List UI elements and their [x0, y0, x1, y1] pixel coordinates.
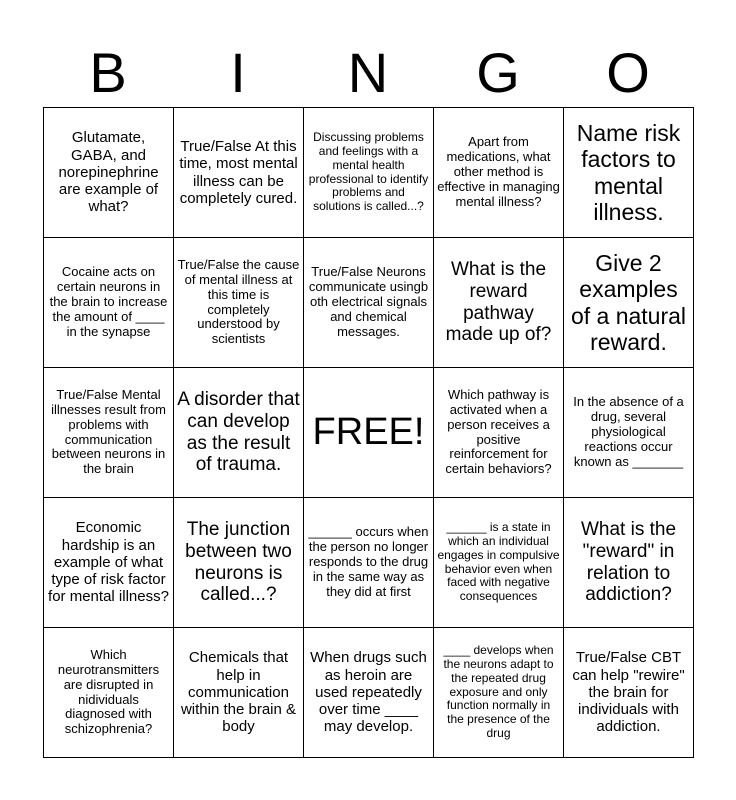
bingo-cell[interactable]: ____ develops when the neurons adapt to the repeated drug exposure and only function normally in the presence of the drug [434, 628, 564, 758]
grid-row [44, 628, 694, 758]
bingo-cell[interactable]: Glutamate, GABA, and norepinephrine are example of what? [44, 108, 174, 238]
bingo-cell[interactable]: ______ occurs when the person no longer responds to the drug in the same way as they did at first [304, 498, 434, 628]
bingo-cell[interactable]: In the absence of a drug, several physiological reactions occur known as _______ [564, 368, 694, 498]
bingo-cell[interactable]: Cocaine acts on certain neurons in the brain to increase the amount of ____ in the synapse [44, 238, 174, 368]
bingo-cell[interactable]: True/False At this time, most mental illness can be completely cured. [174, 108, 304, 238]
bingo-cell[interactable]: Give 2 examples of a natural reward. [564, 238, 694, 368]
header-letter-n: N [347, 41, 389, 104]
grid-row [44, 108, 694, 238]
bingo-cell[interactable]: True/False the cause of mental illness at this time is completely understood by scientists [174, 238, 304, 368]
bingo-header [43, 40, 693, 106]
bingo-cell[interactable]: ______ is a state in which an individual engages in compulsive behavior even when faced with negative consequences [434, 498, 564, 628]
bingo-cell[interactable]: Name risk factors to mental illness. [564, 108, 694, 238]
header-letter-o: O [606, 41, 650, 104]
bingo-cell[interactable]: A disorder that can develop as the result of trauma. [174, 368, 304, 498]
bingo-cell[interactable]: What is the "reward" in relation to addiction? [564, 498, 694, 628]
bingo-cell[interactable]: Which pathway is activated when a person receives a positive reinforcement for certain behaviors? [434, 368, 564, 498]
bingo-cell[interactable]: True/False Neurons communicate usingb oth electrical signals and chemical messages. [304, 238, 434, 368]
bingo-cell[interactable]: When drugs such as heroin are used repeatedly over time ____ may develop. [304, 628, 434, 758]
bingo-cell[interactable]: Apart from medications, what other method is effective in managing mental illness? [434, 108, 564, 238]
grid-row [44, 238, 694, 368]
bingo-cell[interactable]: Chemicals that help in communication within the brain & body [174, 628, 304, 758]
bingo-cell[interactable]: What is the reward pathway made up of? [434, 238, 564, 368]
grid-row [44, 368, 694, 498]
header-letter-i: I [230, 41, 246, 104]
header-letter-g: G [476, 41, 520, 104]
header-letter-b: B [89, 41, 127, 104]
bingo-cell[interactable]: True/False CBT can help "rewire" the brain for individuals with addiction. [564, 628, 694, 758]
bingo-cell[interactable]: Economic hardship is an example of what type of risk factor for mental illness? [44, 498, 174, 628]
bingo-cell[interactable]: True/False Mental illnesses result from problems with communication between neurons in the brain [44, 368, 174, 498]
bingo-cell[interactable]: Which neurotransmitters are disrupted in nidividuals diagnosed with schizophrenia? [44, 628, 174, 758]
bingo-cell[interactable]: Discussing problems and feelings with a mental health professional to identify problems and solutions is called...? [304, 108, 434, 238]
free-space-cell[interactable]: FREE! [304, 368, 434, 498]
bingo-grid [43, 107, 694, 758]
bingo-cell[interactable]: The junction between two neurons is called...? [174, 498, 304, 628]
grid-row [44, 498, 694, 628]
